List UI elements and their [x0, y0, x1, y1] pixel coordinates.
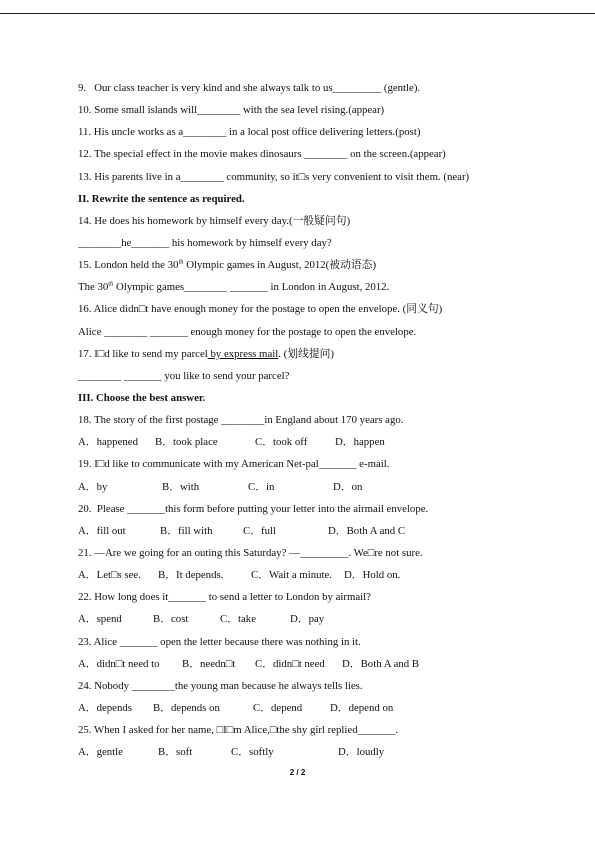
option-b: B．took place — [155, 436, 218, 449]
option-d: D．pay — [290, 613, 325, 626]
option-c: C．take — [220, 613, 256, 626]
question-14: 14. He does his homework by himself every day.(一般疑问句) — [78, 214, 351, 227]
question-24-options — [78, 697, 538, 719]
question-22: 22. How long does it_______ to send a letter to London by airmail? — [78, 591, 371, 604]
option-c: C．in — [248, 480, 275, 493]
option-b: B．soft — [158, 746, 193, 759]
question-12: 12. The special effect in the movie makes dinosaurs ________ on the screen.(appear) — [78, 148, 446, 161]
option-a: A．happened — [78, 436, 138, 449]
option-a: A．Let□s see. — [78, 569, 141, 582]
question-21: 21. —Are we going for an outing this Saturday? —_________. We□re not sure. — [78, 546, 423, 559]
option-c: C．softly — [231, 746, 274, 759]
option-a: A．fill out — [78, 524, 126, 537]
option-d: D．Both A and B — [342, 657, 420, 670]
option-b: B．needn□t — [182, 657, 236, 670]
q17-underlined-phrase: by express mail — [207, 347, 279, 360]
option-d: D．happen — [335, 436, 385, 449]
question-13: 13. His parents live in a________ community, so it□s very convenient to visit them. (near) — [78, 170, 470, 183]
option-d: D．Hold on. — [344, 569, 401, 582]
header-rule — [0, 13, 595, 14]
option-b: B．fill with — [160, 524, 213, 537]
q15-text-post: Olympic games in August, 2012(被动语态) — [183, 259, 377, 272]
question-18: 18. The story of the first postage ________in England about 170 years ago. — [78, 414, 404, 427]
option-c: C．depend — [253, 701, 303, 714]
question-16: 16. Alice didn□t have enough money for the postage to open the envelope. (同义句) — [78, 303, 443, 316]
question-9: 9. Our class teacher is very kind and she always talk to us_________ (gentle). — [78, 82, 421, 94]
question-23: 23. Alice _______ open the letter because there was nothing in it. — [78, 635, 361, 648]
question-10: 10. Some small islands will________ with the sea level rising.(appear) — [78, 104, 385, 117]
option-c: C．Wait a minute. — [251, 569, 332, 582]
option-d: D．on — [333, 480, 363, 493]
question-20-options — [78, 520, 538, 542]
option-b: B．with — [162, 480, 200, 493]
option-d: D．Both A and C — [328, 524, 406, 537]
question-23-options — [78, 653, 538, 675]
option-a: A．didn□t need to — [78, 657, 160, 670]
option-c: C．full — [243, 524, 276, 537]
question-15 — [78, 254, 538, 276]
option-a: A．by — [78, 480, 108, 493]
question-17-answer: ________ _______ you like to send your parcel? — [78, 369, 290, 382]
q15a-superscript: th — [108, 280, 114, 288]
section-2-heading: II. Rewrite the sentence as required. — [78, 192, 245, 205]
page-number: 2 / 2 — [289, 768, 306, 777]
q15a-text-post: Olympic games________ _______ in London in August, 2012. — [113, 281, 390, 294]
q15-text-pre: 15. London held the 30 — [78, 259, 179, 272]
question-17 — [78, 343, 538, 365]
q17-text-post: . (划线提问) — [278, 347, 335, 360]
option-d: D．loudly — [338, 746, 385, 759]
option-c: C．took off — [255, 436, 308, 449]
question-22-options — [78, 608, 538, 630]
question-11: 11. His uncle works as a________ in a local post office delivering letters.(post) — [78, 126, 421, 139]
option-a: A．depends — [78, 701, 132, 714]
question-20: 20. Please _______this form before putting your letter into the airmail envelope. — [78, 502, 429, 515]
question-14-answer: ________he_______ his homework by himself every day? — [78, 236, 332, 249]
option-b: B．cost — [153, 613, 189, 626]
q15-superscript: th — [178, 258, 184, 266]
question-24: 24. Nobody ________the young man because he always tells lies. — [78, 679, 363, 692]
question-25-options — [78, 741, 538, 763]
option-c: C．didn□t need — [255, 657, 325, 670]
question-19-options — [78, 476, 538, 498]
question-18-options — [78, 431, 538, 453]
option-b: B．It depends. — [158, 569, 224, 582]
question-19: 19. I□d like to communicate with my American Net-pal_______ e-mail. — [78, 458, 390, 471]
option-a: A．spend — [78, 613, 122, 626]
question-16-answer: Alice ________ _______ enough money for the postage to open the envelope. — [78, 325, 417, 338]
worksheet-content — [78, 77, 538, 763]
section-3-heading: III. Choose the best answer. — [78, 391, 206, 404]
question-21-options — [78, 564, 538, 586]
option-a: A．gentle — [78, 746, 123, 759]
option-b: B．depends on — [153, 701, 220, 714]
option-d: D．depend on — [330, 701, 394, 714]
question-25: 25. When I asked for her name, □I□m Alice,□the shy girl replied_______. — [78, 724, 399, 737]
question-15-answer — [78, 276, 538, 298]
q17-text-pre: 17. I□d like to send my parcel — [78, 347, 208, 360]
q15a-text-pre: The 30 — [78, 281, 109, 294]
